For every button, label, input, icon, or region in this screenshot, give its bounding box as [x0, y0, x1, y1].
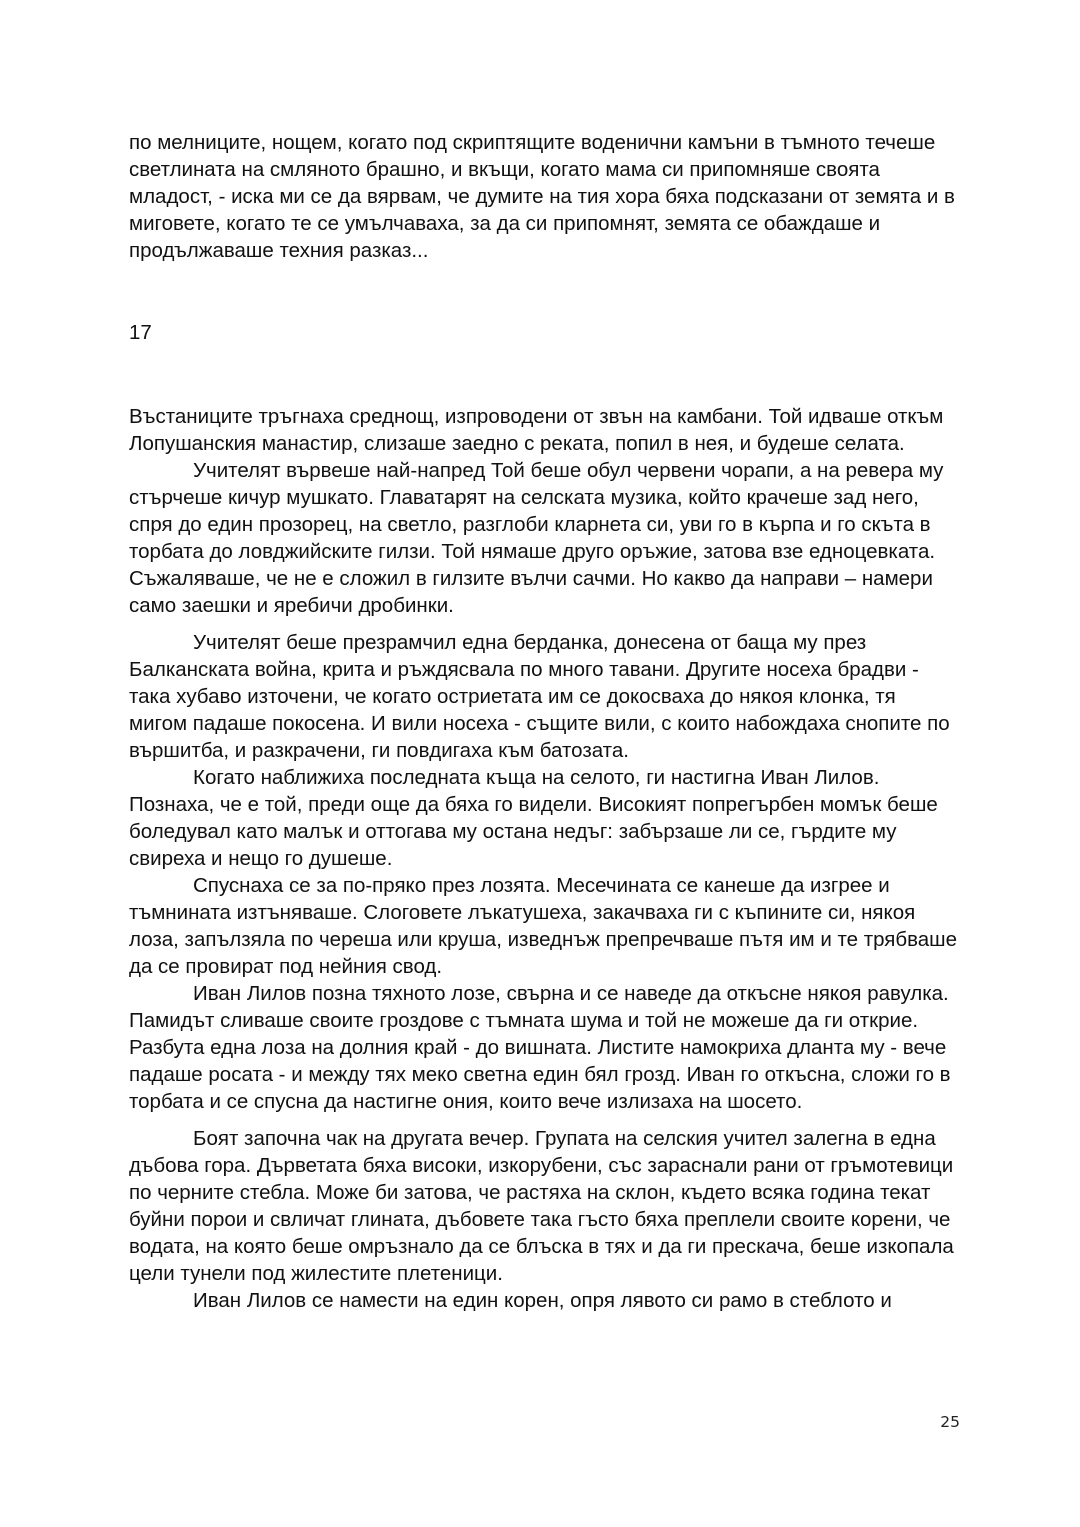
- paragraph: Учителят вървеше най-напред Той беше обул червени чорапи, а на ревера му стърчеше кичур мушкато. Главатарят на селската музика, който крачеше зад него, спря до един прозорец, на светло, разглоби кларнета си, уви го в кърпа и го скъта в торбата до ловджийските гилзи. Той нямаше друго оръжие, затова взе едноцевката. Съжаляваше, че не е сложил в гилзите вълчи сачми. Но какво да направи – намери само заешки и яребичи дробинки.: [129, 459, 944, 617]
- intro-text-block: [129, 129, 959, 264]
- page-number: 25: [940, 1413, 960, 1431]
- paragraph: Боят започна чак на другата вечер. Групата на селския учител залегна в една дъбова гора. Дърветата бяха високи, изкорубени, със зараснали рани от гръмотевици по черните стебла. Може би затова, че растяха на склон, където всяка година текат буйни порои и свличат глината, дъбовете така гъсто бяха преплели своите корени, че водата, на която беше омръзнало да се блъска в тях и да ги прескача, беше изкопала цели тунели под жилестите плетеници.: [129, 1127, 954, 1285]
- intro-paragraph: по мелниците, нощем, когато под скриптящите воденични камъни в тъмното течеше светлината на смляното брашно, и вкъщи, когато мама си припомняше своята младост, - иска ми се да вярвам, че думите на тия хора бяха подсказани от земята и в миговете, когато те се умълчаваха, за да си припомнят, земята се обаждаше и продължаваше техния разказ...: [129, 131, 955, 262]
- paragraph: Спуснаха се за по-пряко през лозята. Месечината се канеше да изгрее и тъмнината изтъняваше. Слоговете лъкатушеха, закачваха ги с къпините си, някоя лоза, запълзяла по череша или круша, изведнъж препречваше пътя им и те трябваше да се провират под нейния свод.: [129, 874, 958, 978]
- paragraph: Учителят беше презрамчил една берданка, донесена от баща му през Балканската война, крита и ръждясвала по много тавани. Другите носеха брадви - така хубаво източени, че когато остриетата им се докосваха до някоя клонка, тя мигом падаше покосена. И вили носеха - същите вили, с които набождаха снопите по вършитба, и разкрачени, ги повдигаха към батозата.: [129, 631, 950, 762]
- paragraph: Когато наближиха последната къща на селото, ги настигна Иван Лилов. Познаха, че е той, преди още да бяха го видели. Високият попрегърбен момък беше боледувал като малък и оттогава му остана недъг: забързаше ли се, гърдите му свиреха и нещо го душеше.: [129, 766, 938, 870]
- paragraph: Иван Лилов се намести на един корен, опря лявото си рамо в стеблото и: [193, 1289, 892, 1312]
- paragraph: Иван Лилов позна тяхното лозе, свърна и се наведе да откъсне някоя равулка. Памидът сливаше своите гроздове с тъмната шума и той не можеше да ги открие. Разбута една лоза на долния край - до вишната. Листите намокриха дланта му - вече падаше росата - и между тях меко светна един бял грозд. Иван го откъсна, сложи го в торбата и се спусна да настигне ония, които вече излизаха на шосето.: [129, 982, 951, 1113]
- chapter-text-block: [129, 403, 959, 1314]
- chapter-number: 17: [129, 321, 152, 344]
- paragraph: Въстаниците тръгнаха среднощ, изпроводени от звън на камбани. Той идваше откъм Лопушанския манастир, слизаше заедно с реката, попил в нея, и будеше селата.: [129, 405, 944, 455]
